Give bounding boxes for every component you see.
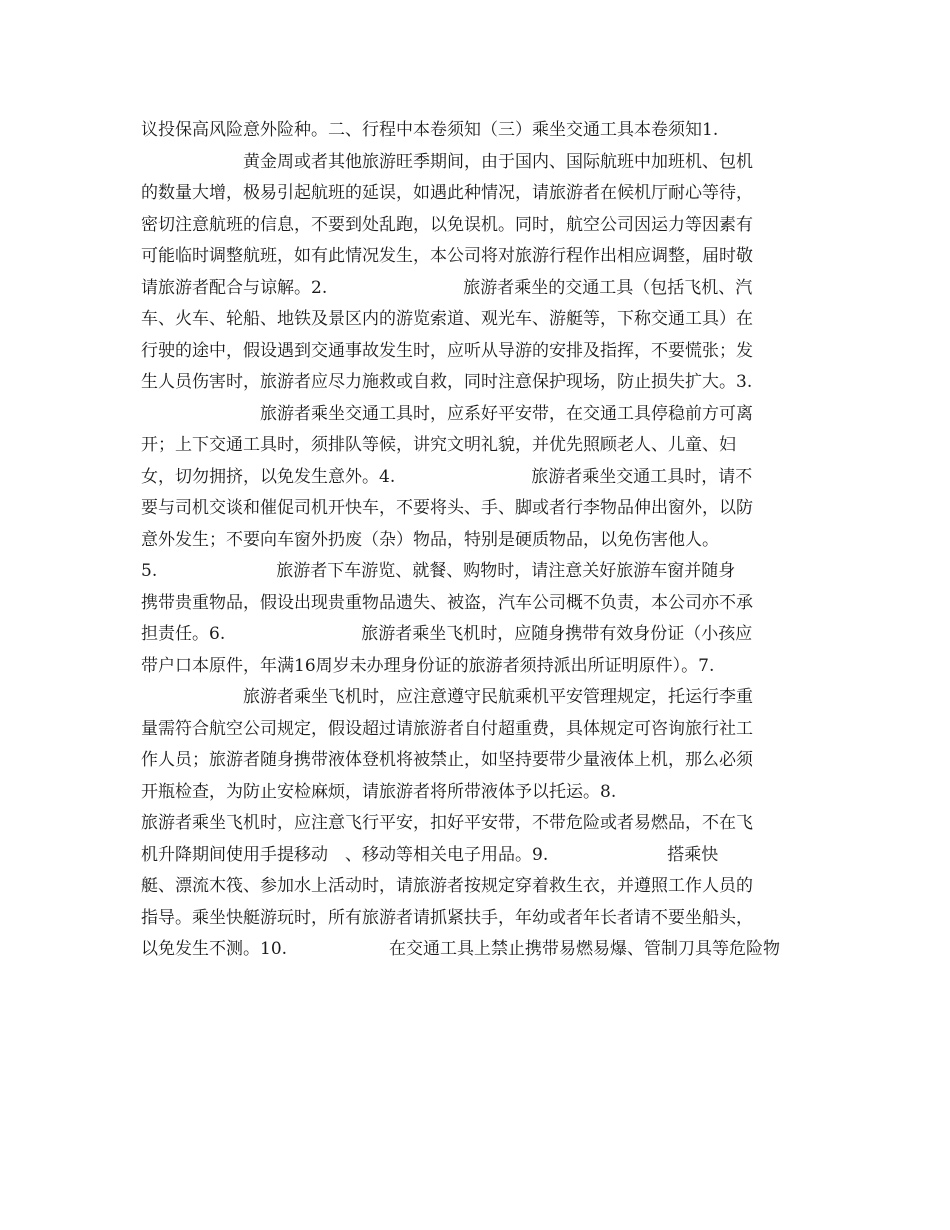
text-line: 车、火车、轮船、地铁及景区内的游览索道、观光车、游艇等，下称交通工具）在 <box>141 309 753 329</box>
text-line: 可能临时调整航班，如有此情况发生，本公司将对旅游行程作出相应调整，届时敬 <box>141 246 753 266</box>
text-line: 艇、漂流木筏、参加水上活动时，请旅游者按规定穿着救生衣，并遵照工作人员的 <box>141 876 753 896</box>
text-line: 黄金周或者其他旅游旺季期间，由于国内、国际航班中加班机、包机 <box>141 151 753 172</box>
text-line: 机升降期间使用手提移动 、移动等相关电子用品。9. 搭乘快 <box>141 844 719 865</box>
text-line: 女，切勿拥挤，以免发生意外。4. 旅游者乘坐交通工具时，请不 <box>141 466 753 487</box>
text-line: 带户口本原件，年满16周岁未办理身份证的旅游者须持派出所证明原件）。7. <box>141 655 715 676</box>
body-text <box>141 115 821 966</box>
text-line: 旅游者乘坐飞机时，应注意飞行平安，扣好平安带，不带危险或者易燃品，不在飞 <box>141 813 753 833</box>
text-line: 量需符合航空公司规定，假设超过请旅游者自付超重费，具体规定可咨询旅行社工 <box>141 718 753 739</box>
text-line: 5. 旅游者下车游览、就餐、购物时，请注意关好旅游车窗并随身 <box>141 561 736 581</box>
text-line: 要与司机交谈和催促司机开快车，不要将头、手、脚或者行李物品伸出窗外，以防 <box>141 498 753 518</box>
text-line: 意外发生；不要向车窗外扔废（杂）物品，特别是硬质物品，以免伤害他人。 <box>141 529 719 550</box>
text-line: 请旅游者配合与谅解。2. 旅游者乘坐的交通工具（包括飞机、汽 <box>141 277 753 298</box>
text-line: 旅游者乘坐交通工具时，应系好平安带，在交通工具停稳前方可离 <box>141 403 753 424</box>
text-line: 担责任。6. 旅游者乘坐飞机时，应随身携带有效身份证（小孩应 <box>141 624 753 644</box>
text-line: 生人员伤害时，旅游者应尽力施救或自救，同时注意保护现场，防止损失扩大。3. <box>141 372 753 392</box>
text-line: 旅游者乘坐飞机时，应注意遵守民航乘机平安管理规定，托运行李重 <box>141 687 753 707</box>
text-line: 以免发生不测。10. 在交通工具上禁止携带易燃易爆、管制刀具等危险物 <box>141 939 781 959</box>
text-line: 行驶的途中，假设遇到交通事故发生时，应听从导游的安排及指挥，不要慌张；发 <box>141 340 753 361</box>
text-line: 开；上下交通工具时，须排队等候，讲究文明礼貌，并优先照顾老人、儿童、妇 <box>141 435 736 455</box>
text-line: 的数量大增，极易引起航班的延误，如遇此种情况，请旅游者在候机厅耐心等待， <box>141 183 753 203</box>
text-line: 作人员；旅游者随身携带液体登机将被禁止，如坚持要带少量液体上机，那么必须 <box>141 750 753 770</box>
text-line: 开瓶检查，为防止安检麻烦，请旅游者将所带液体予以托运。8. <box>141 781 617 802</box>
text-line: 携带贵重物品，假设出现贵重物品遗失、被盗，汽车公司概不负责，本公司亦不承 <box>141 592 753 613</box>
text-line: 密切注意航班的信息，不要到处乱跑，以免误机。同时，航空公司因运力等因素有 <box>141 214 753 235</box>
text-line: 指导。乘坐快艇游玩时，所有旅游者请抓紧扶手，年幼或者年长者请不要坐船头， <box>141 907 753 928</box>
text-line: 议投保高风险意外险种。二、行程中本卷须知（三）乘坐交通工具本卷须知1. <box>141 120 719 140</box>
